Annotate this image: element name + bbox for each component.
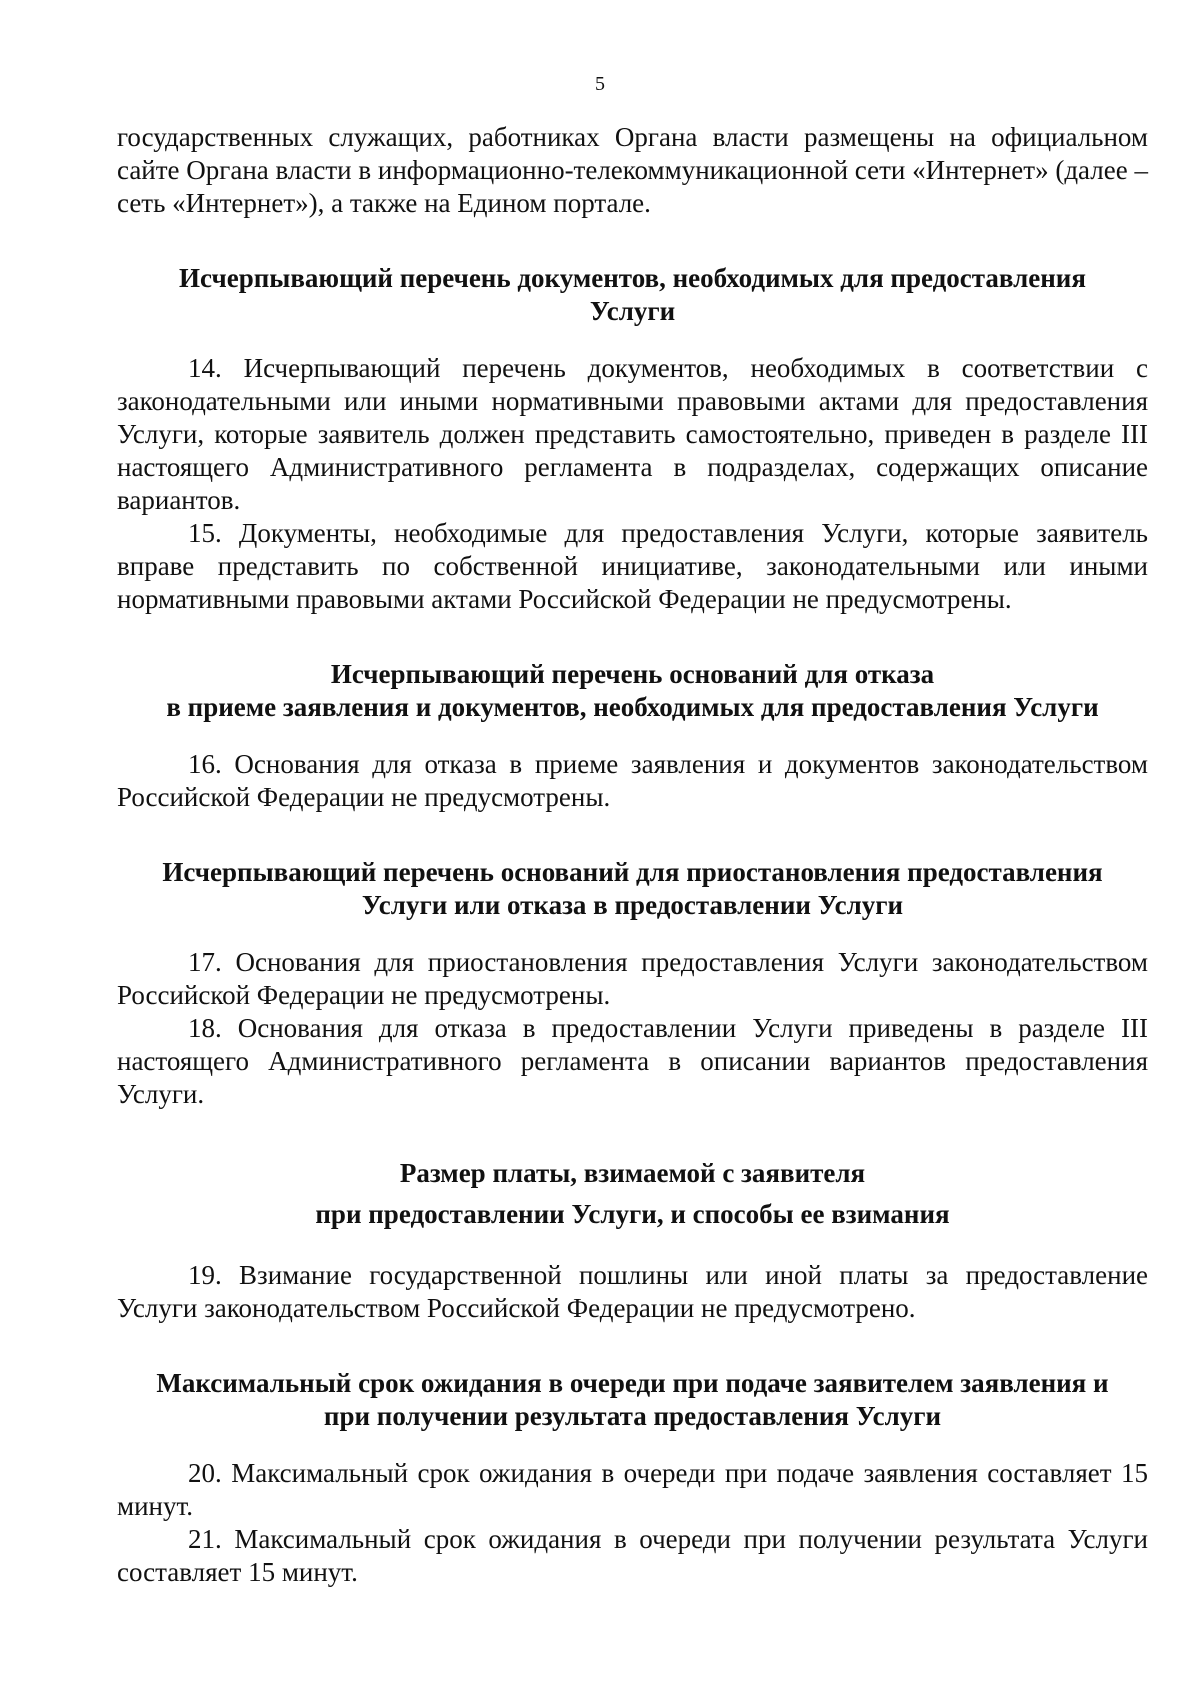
paragraph-20: 20. Максимальный срок ожидания в очереди при подаче заявления составляет 15 минут. — [117, 1458, 1148, 1521]
section-heading-line: Исчерпывающий перечень оснований для отказа — [330, 659, 935, 689]
section-heading-fee — [117, 1153, 1148, 1235]
paragraph-18: 18. Основания для отказа в предоставлении Услуги приведены в разделе III настоящего Административного регламента в описании вариантов предоставления Услуги. — [117, 1013, 1148, 1109]
paragraph-16: 16. Основания для отказа в приеме заявления и документов законодательством Российской Федерации не предусмотрены. — [117, 749, 1148, 812]
section-heading-documents — [117, 262, 1148, 328]
document-body — [117, 121, 1148, 1589]
intro-paragraph: государственных служащих, работниках Органа власти размещены на официальном сайте Органа власти в информационно-телекоммуникационной сети «Интернет» (далее – сеть «Интернет»), а также на Едином портале. — [117, 122, 1148, 218]
section-heading-line: при получении результата предоставления Услуги — [323, 1401, 942, 1431]
paragraph-14: 14. Исчерпывающий перечень документов, необходимых в соответствии с законодательными или иными нормативными правовыми актами для предоставления Услуги, которые заявитель должен представить самостоятельно, приведен в разделе III настоящего Административного регламента в подразделах, содержащих описание вариантов. — [117, 353, 1148, 515]
section-heading-refusal-grounds — [117, 658, 1148, 724]
section-heading-line: в приеме заявления и документов, необходимых для предоставления Услуги — [166, 692, 1099, 722]
paragraph-17: 17. Основания для приостановления предоставления Услуги законодательством Российской Федерации не предусмотрены. — [117, 947, 1148, 1010]
section-heading-queue-time — [117, 1367, 1148, 1433]
section-heading-suspension-grounds — [117, 856, 1148, 922]
section-heading-line: Исчерпывающий перечень документов, необходимых для предоставления — [179, 263, 1086, 293]
section-heading-line: Исчерпывающий перечень оснований для приостановления предоставления — [162, 857, 1103, 887]
paragraph-15: 15. Документы, необходимые для предоставления Услуги, которые заявитель вправе представить по собственной инициативе, законодательными или иными нормативными правовыми актами Российской Федерации не предусмотрены. — [117, 518, 1148, 614]
section-heading-line: при предоставлении Услуги, и способы ее взимания — [315, 1199, 950, 1229]
section-heading-line: Максимальный срок ожидания в очереди при подаче заявителем заявления и — [156, 1368, 1109, 1398]
section-heading-line: Услуги — [589, 296, 676, 326]
section-heading-line: Услуги или отказа в предоставлении Услуги — [361, 890, 904, 920]
paragraph-21: 21. Максимальный срок ожидания в очереди при получении результата Услуги составляет 15 минут. — [117, 1524, 1148, 1587]
paragraph-19: 19. Взимание государственной пошлины или иной платы за предоставление Услуги законодательством Российской Федерации не предусмотрено. — [117, 1260, 1148, 1323]
section-heading-line: Размер платы, взимаемой с заявителя — [399, 1158, 866, 1188]
page-number: 5 — [595, 73, 605, 95]
